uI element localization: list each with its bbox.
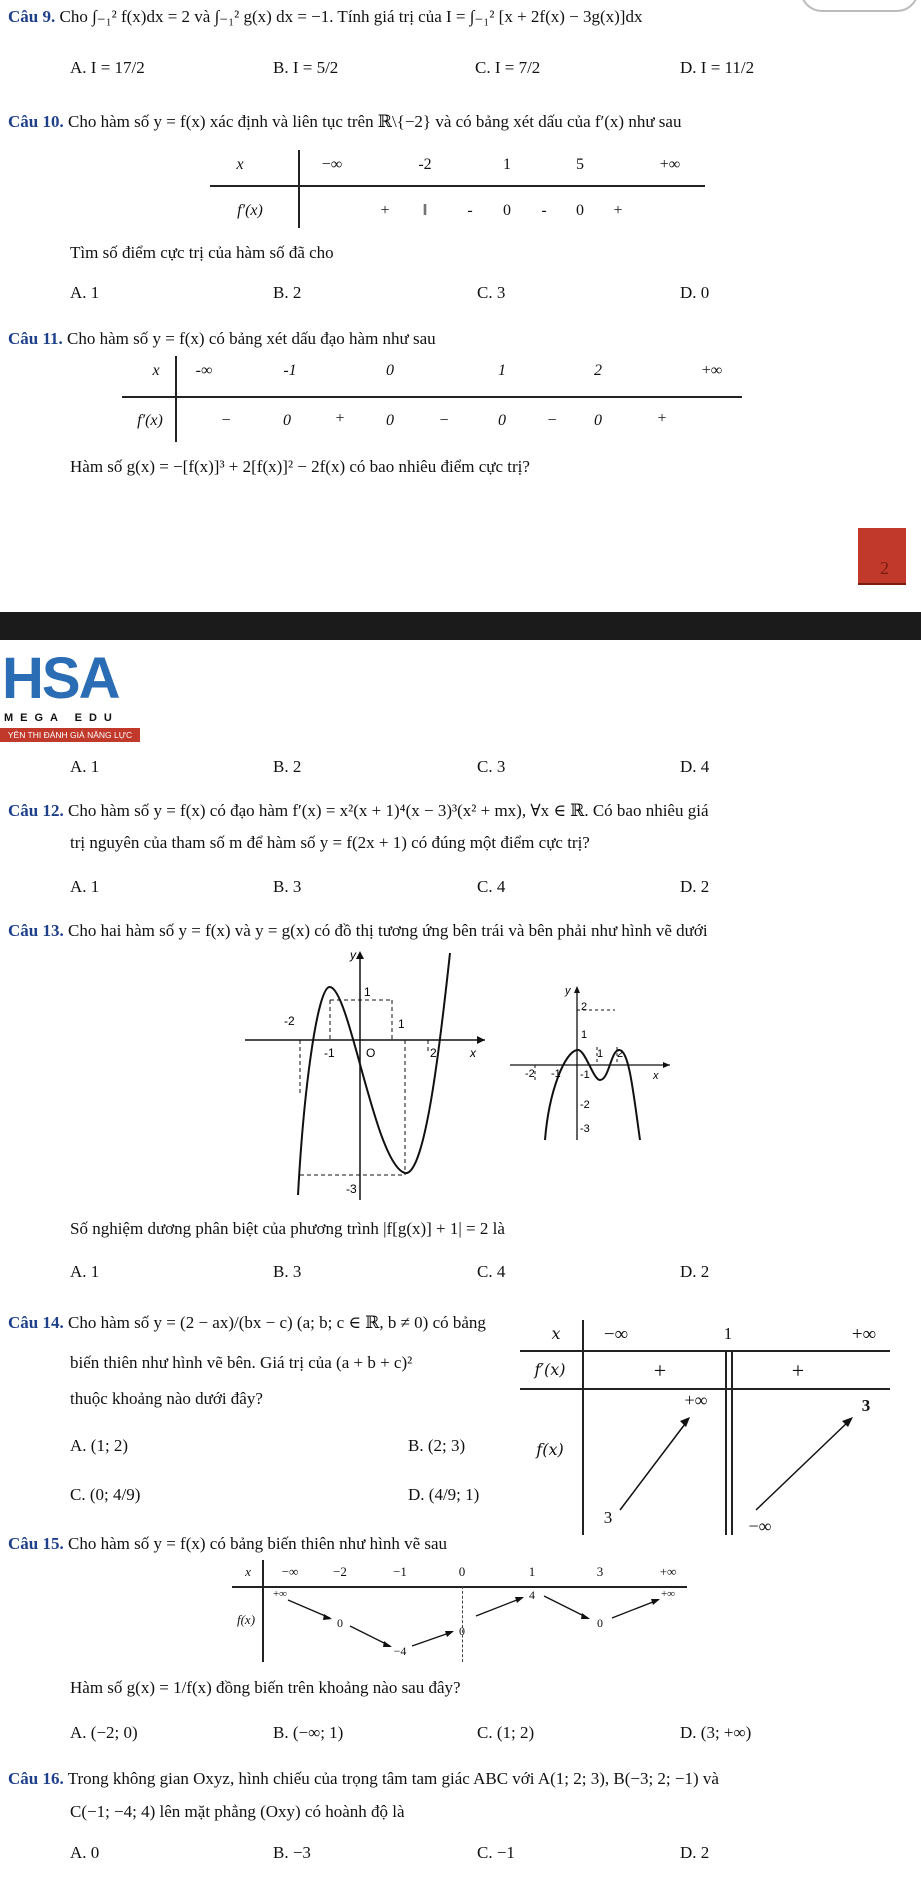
- q10-sign: -: [467, 202, 473, 219]
- q11-sign: 0: [498, 412, 506, 429]
- q10-table-hline: [210, 185, 705, 187]
- q10-x-value: 5: [576, 156, 584, 173]
- q15-arrows: [232, 1560, 687, 1662]
- q11-option-b[interactable]: B. 2: [273, 757, 302, 776]
- q13-right-label: 2: [581, 1001, 588, 1013]
- q14-option-a[interactable]: A. (1; 2): [70, 1436, 129, 1455]
- page-indicator: [800, 0, 919, 12]
- q14-f-value: 3: [603, 1508, 613, 1527]
- q13-left-label: 1: [364, 985, 371, 999]
- q14-x-value: −∞: [603, 1324, 629, 1345]
- q13-right-label: 1: [597, 1048, 604, 1060]
- q13-left-label: O: [366, 1046, 376, 1060]
- q12-option-d[interactable]: D. 2: [680, 877, 710, 896]
- q14-option-c[interactable]: C. (0; 4/9): [70, 1485, 141, 1504]
- q16-text-line2: C(−1; −4; 4) lên mặt phẳng (Oxy) có hoành độ là: [70, 1802, 405, 1821]
- q10-x-label: x: [236, 156, 244, 173]
- q15-x-value: 3: [596, 1564, 604, 1579]
- q13-right-label: -1: [551, 1068, 561, 1080]
- q14-x-value: 1: [723, 1324, 733, 1343]
- q15-x-value: +∞: [659, 1564, 677, 1579]
- q11-option-d[interactable]: D. 4: [680, 757, 710, 776]
- q11-x-label: x: [152, 362, 160, 379]
- q11-option-c[interactable]: C. 3: [477, 757, 506, 776]
- q13-graph-right: [505, 980, 675, 1180]
- q11-x-value: 0: [386, 362, 394, 379]
- q13-option-a[interactable]: A. 1: [70, 1262, 100, 1281]
- q13-stem: [8, 920, 708, 942]
- q11-number: Câu 11.: [8, 329, 63, 348]
- q9-number: Câu 9.: [8, 7, 56, 26]
- q13-right-label: -1: [580, 1069, 590, 1081]
- q11-sign: 0: [594, 412, 602, 429]
- q14-number: Câu 14.: [8, 1313, 64, 1332]
- q14-fp-sign: +: [791, 1358, 805, 1383]
- q15-option-d[interactable]: D. (3; +∞): [680, 1723, 752, 1742]
- q11-sign: −: [439, 412, 449, 429]
- q11-fp-label: f′(x): [137, 412, 163, 429]
- q13-left-x-arrow: [477, 1036, 485, 1044]
- q15-x-label: x: [245, 1564, 251, 1579]
- q13-left-label: -1: [324, 1046, 335, 1060]
- q11-text: Cho hàm số y = f(x) có bảng xét dấu đạo hàm như sau: [67, 329, 436, 348]
- q9-option-c[interactable]: C. I = 7/2: [475, 58, 541, 77]
- q15-text: Cho hàm số y = f(x) có bảng biến thiên như hình vẽ sau: [67, 1534, 448, 1553]
- q10-table-vline: [298, 150, 300, 228]
- q12-text-line2: trị nguyên của tham số m để hàm số y = f(2x + 1) có đúng một điểm cực trị?: [70, 833, 590, 852]
- q13-left-label: y: [350, 948, 356, 962]
- q13-right-x-arrow: [663, 1062, 670, 1068]
- q13-left-label: -2: [284, 1014, 295, 1028]
- q11-x-value: -1: [283, 362, 297, 379]
- q10-option-b[interactable]: B. 2: [273, 283, 302, 302]
- q10-x-value: −∞: [321, 156, 343, 173]
- page-number-badge-underline: [858, 583, 906, 585]
- q13-right-label: 1: [581, 1029, 588, 1041]
- q10-sign: 0: [576, 202, 584, 219]
- q11-sign: −: [547, 412, 557, 429]
- q14-option-d[interactable]: D. (4/9; 1): [408, 1485, 480, 1504]
- q11-x-value: 2: [594, 362, 602, 379]
- q15-option-b[interactable]: B. (−∞; 1): [273, 1723, 344, 1742]
- q12-number: Câu 12.: [8, 801, 64, 820]
- q13-right-label: -3: [580, 1123, 590, 1135]
- q10-stem: [8, 111, 681, 133]
- q15-f-value: 0: [337, 1616, 343, 1630]
- q14-x-value: +∞: [851, 1324, 877, 1345]
- q14-option-b[interactable]: B. (2; 3): [408, 1436, 466, 1455]
- q11-stem: [8, 328, 436, 350]
- q13-right-curve: [545, 1050, 640, 1140]
- q14-fp-sign: +: [653, 1358, 667, 1383]
- q13-right-label: -2: [525, 1068, 535, 1080]
- q14-variation-table: [520, 1320, 890, 1540]
- q11-x-value: 1: [498, 362, 506, 379]
- q15-number: Câu 15.: [8, 1534, 64, 1553]
- q15-f-value: +∞: [272, 1588, 288, 1600]
- q11-option-a[interactable]: A. 1: [70, 757, 100, 776]
- q14-f-value: 3: [861, 1396, 871, 1415]
- q11-table-vline: [175, 356, 177, 442]
- q10-sign: +: [613, 202, 623, 219]
- q13-graph-left: [240, 945, 490, 1205]
- q12-option-a[interactable]: A. 1: [70, 877, 100, 896]
- page-top: [0, 0, 921, 612]
- q13-left-curve: [298, 953, 450, 1195]
- q11-table-hline: [122, 396, 742, 398]
- q13-option-d[interactable]: D. 2: [680, 1262, 710, 1281]
- q11-x-value: -∞: [195, 362, 213, 379]
- q13-option-c[interactable]: C. 4: [477, 1262, 506, 1281]
- q15-x-value: 1: [528, 1564, 536, 1579]
- q13-left-label: -3: [346, 1182, 357, 1196]
- q15-f-value: 4: [529, 1588, 535, 1602]
- q15-x-value: −1: [393, 1564, 407, 1579]
- q14-text1: Cho hàm số y = (2 − ax)/(bx − c) (a; b; c ∈ ℝ, b ≠ 0) có bảng: [67, 1313, 486, 1332]
- q15-f-value: −4: [393, 1644, 407, 1658]
- q15-f-value: +∞: [660, 1588, 676, 1600]
- q15-option-a[interactable]: A. (−2; 0): [70, 1723, 138, 1742]
- q14-f-label: f(x): [536, 1440, 564, 1459]
- q12-stem: [8, 800, 709, 822]
- page-separator: [0, 612, 921, 640]
- q14-text-line3: thuộc khoảng nào dưới đây?: [70, 1389, 263, 1408]
- q13-left-label: x: [470, 1046, 476, 1060]
- q16-number: Câu 16.: [8, 1769, 64, 1788]
- q13-left-label: 1: [398, 1017, 405, 1031]
- q16-text: Trong không gian Oxyz, hình chiếu của trọng tâm tam giác ABC với A(1; 2; 3), B(−3; 2; −1) và: [67, 1769, 719, 1788]
- q11-sign: 0: [283, 412, 291, 429]
- q12-option-c[interactable]: C. 4: [477, 877, 506, 896]
- q15-f-value: 0: [459, 1624, 465, 1638]
- q14-f-value: −∞: [748, 1516, 772, 1536]
- q10-sign: +: [380, 202, 390, 219]
- q13-right-y-arrow: [574, 986, 580, 993]
- q15-option-c[interactable]: C. (1; 2): [477, 1723, 535, 1742]
- q9-text: Cho ∫₋₁² f(x)dx = 2 và ∫₋₁² g(x) dx = −1. Tính giá trị của I = ∫₋₁² [x + 2f(x) − 3g(x)]dx: [59, 7, 643, 26]
- q13-left-y-arrow: [356, 951, 364, 959]
- q10-option-c[interactable]: C. 3: [477, 283, 506, 302]
- q14-fp-label: f′(x): [534, 1360, 566, 1379]
- q16-option-a[interactable]: A. 0: [70, 1843, 100, 1862]
- q13-right-label: 2: [617, 1048, 624, 1060]
- q16-option-c[interactable]: C. −1: [477, 1843, 515, 1862]
- q14-stem: [8, 1312, 486, 1334]
- q13-right-label: -2: [580, 1099, 590, 1111]
- q11-x-value: +∞: [701, 362, 723, 379]
- page-number: 2: [880, 558, 889, 578]
- q15-f-value: 0: [597, 1616, 603, 1630]
- q10-x-value: +∞: [659, 156, 681, 173]
- q16-option-b[interactable]: B. −3: [273, 1843, 311, 1862]
- q9-option-b[interactable]: B. I = 5/2: [273, 58, 339, 77]
- q13-right-label: y: [565, 985, 571, 997]
- q14-f-value: +∞: [684, 1390, 708, 1410]
- q16-stem: [8, 1768, 719, 1790]
- q12-option-b[interactable]: B. 3: [273, 877, 302, 896]
- q11-sign: −: [221, 412, 231, 429]
- q13-number: Câu 13.: [8, 921, 64, 940]
- q10-sign: -: [541, 202, 547, 219]
- q10-fp-label: f′(x): [237, 202, 263, 219]
- q9-stem: [8, 6, 642, 28]
- q13-question: Số nghiệm dương phân biệt của phương trình |f[g(x)] + 1| = 2 là: [70, 1219, 505, 1238]
- q10-x-value: -2: [418, 156, 432, 173]
- q13-left-label: 2: [430, 1046, 437, 1060]
- q16-option-d[interactable]: D. 2: [680, 1843, 710, 1862]
- q13-option-b[interactable]: B. 3: [273, 1262, 302, 1281]
- q15-x-value: −2: [333, 1564, 347, 1579]
- hsa-logo-tagline: YÊN THI ĐÁNH GIÁ NĂNG LỰC: [0, 728, 140, 742]
- q10-sign: ‖: [422, 202, 428, 219]
- q10-x-value: 1: [503, 156, 511, 173]
- q10-question: Tìm số điểm cực trị của hàm số đã cho: [70, 243, 334, 262]
- q12-text: Cho hàm số y = f(x) có đạo hàm f′(x) = x²(x + 1)⁴(x − 3)³(x² + mx), ∀x ∈ ℝ. Có bao nhiêu giá: [67, 801, 709, 820]
- page-bottom: [0, 640, 921, 1886]
- q13-text: Cho hai hàm số y = f(x) và y = g(x) có đồ thị tương ứng bên trái và bên phải như hình vẽ dưới: [67, 921, 708, 940]
- q15-f-label: f(x): [236, 1612, 256, 1627]
- q11-sign: 0: [386, 412, 394, 429]
- q11-sign: +: [657, 410, 667, 427]
- q15-stem: [8, 1533, 447, 1555]
- q9-option-a[interactable]: A. I = 17/2: [70, 58, 145, 77]
- hsa-logo-main: HSA: [2, 646, 119, 711]
- hsa-logo-sub: MEGA EDU: [4, 712, 119, 724]
- q10-text: Cho hàm số y = f(x) xác định và liên tục trên ℝ\{−2} và có bảng xét dấu của f′(x) như sau: [67, 112, 682, 131]
- q15-x-value: 0: [458, 1564, 466, 1579]
- q11-question: Hàm số g(x) = −[f(x)]³ + 2[f(x)]² − 2f(x) có bao nhiêu điểm cực trị?: [70, 457, 530, 476]
- q15-variation-table: [232, 1560, 687, 1662]
- q14-text-line2: biến thiên như hình vẽ bên. Giá trị của (a + b + c)²: [70, 1353, 413, 1372]
- q10-option-d[interactable]: D. 0: [680, 283, 710, 302]
- q15-x-value: −∞: [281, 1564, 299, 1579]
- q10-number: Câu 10.: [8, 112, 64, 131]
- q15-question: Hàm số g(x) = 1/f(x) đồng biến trên khoảng nào sau đây?: [70, 1678, 461, 1697]
- q10-option-a[interactable]: A. 1: [70, 283, 100, 302]
- hsa-logo-accent: [68, 652, 118, 704]
- q11-sign-table: [122, 356, 742, 442]
- q9-option-d[interactable]: D. I = 11/2: [680, 58, 755, 77]
- q10-sign: 0: [503, 202, 511, 219]
- q13-right-label: x: [653, 1070, 659, 1082]
- q14-arrows: [520, 1320, 890, 1540]
- q14-x-label: x: [551, 1324, 561, 1343]
- q10-sign-table: [210, 150, 705, 232]
- q11-sign: +: [335, 410, 345, 427]
- hsa-logo: [0, 646, 150, 744]
